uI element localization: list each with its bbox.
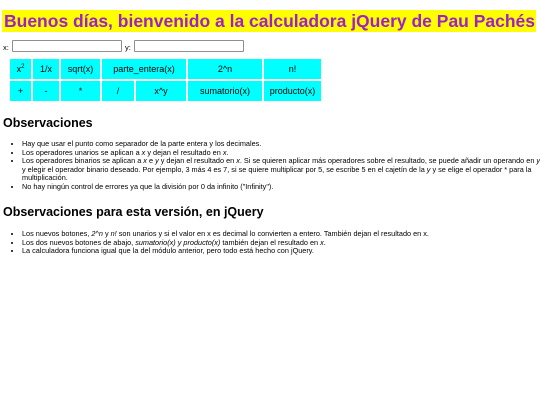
version-notes-list (4, 230, 540, 256)
factorial-button[interactable]: n! (263, 58, 322, 80)
observation-item: • Hay que usar el punto como separador de la parte entera y los decimales. (22, 140, 540, 149)
version-heading: Observaciones para esta versión, en jQuery (3, 205, 264, 219)
calculator-buttons (9, 58, 322, 102)
version-note-item: • Los dos nuevos botones de abajo, sumatorio(x) y producto(x) también dejan el resultado en x. (22, 239, 540, 248)
operand-inputs (3, 40, 263, 54)
y-input[interactable] (134, 40, 244, 52)
add-button[interactable]: + (9, 80, 32, 102)
inverse-button[interactable]: 1/x (32, 58, 60, 80)
observations-list (4, 140, 540, 191)
page-title: Buenos días, bienvenido a la calculadora jQuery de Pau Pachés (4, 11, 536, 31)
binary-row (9, 80, 322, 102)
version-note-item: • La calculadora funciona igual que la del módulo anterior, pero todo está hecho con jQuery. (22, 247, 540, 256)
square-button[interactable]: $x^2$ (9, 58, 32, 80)
unary-row (9, 58, 322, 80)
version-note-item: • Los nuevos botones, 2^n y n! son unarios y si el valor en x es decimal lo convierten a entero. También dejan el resultado en x. (22, 230, 540, 239)
observation-item: • No hay ningún control de errores ya que la división por 0 da infinito ("Infinity"). (22, 183, 540, 192)
power-button[interactable]: x^y (135, 80, 187, 102)
divide-button[interactable]: / (101, 80, 135, 102)
y-label: y: (125, 43, 131, 52)
sqrt-button[interactable]: sqrt(x) (60, 58, 101, 80)
integer-part-button[interactable]: parte_entera(x) (101, 58, 187, 80)
x-input[interactable] (12, 40, 122, 52)
observation-item: • Los operadores binarios se aplican a x e y y dejan el resultado en x. Si se quieren aplicar más operadores sobre el resultado, se puede añadir un operando en y y elegir el operador binario deseado. Por ejemplo, 3 más 4 es 7, si se quiere multiplicar por 5, se escribe 5 en el cajetín de la y y se elige el operador * para la multiplicación. (22, 157, 540, 183)
observation-item: • Los operadores unarios se aplican a x y dejan el resultado en x. (22, 149, 540, 158)
sum-button[interactable]: sumatorio(x) (187, 80, 263, 102)
multiply-button[interactable]: * (60, 80, 101, 102)
power-of-two-button[interactable]: 2^n (187, 58, 263, 80)
x-label: x: (3, 43, 9, 52)
observations-heading: Observaciones (3, 116, 93, 130)
product-button[interactable]: producto(x) (263, 80, 322, 102)
subtract-button[interactable]: - (32, 80, 60, 102)
